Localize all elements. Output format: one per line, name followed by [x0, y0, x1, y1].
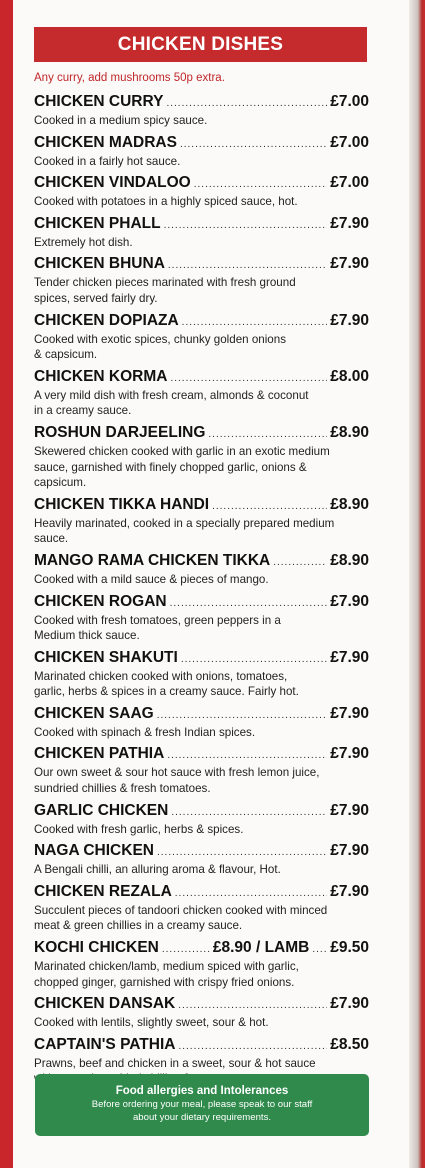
- menu-item: [34, 841, 369, 878]
- menu-item-row: [34, 311, 369, 332]
- description-line: Prawns, beef and chicken in a sweet, sour & hot sauce: [34, 1056, 316, 1070]
- menu-item: [34, 133, 369, 170]
- dish-description: [34, 903, 369, 934]
- dot-leader: [181, 650, 327, 669]
- description-line: Cooked in a fairly hot sauce.: [34, 154, 181, 168]
- menu-item: [34, 92, 369, 129]
- dish-price: £7.90: [330, 801, 369, 819]
- dish-description: [34, 235, 369, 251]
- description-line: Cooked in a medium spicy sauce.: [34, 114, 208, 127]
- menu-item-row: [34, 938, 369, 959]
- dish-description: [34, 725, 369, 741]
- menu-item-row: [34, 841, 369, 862]
- dot-leader: [208, 425, 327, 444]
- allergy-line: Before ordering your meal, please speak to our staff: [91, 1099, 313, 1110]
- dot-leader: [171, 803, 327, 822]
- right-page-edge: [409, 0, 425, 1168]
- dot-leader: [180, 135, 327, 154]
- dish-name: ROSHUN DARJEELING: [34, 423, 206, 441]
- menu-item: [34, 311, 369, 363]
- dish-price: £7.90: [330, 745, 369, 763]
- description-line: garlic, herbs & spices in a creamy sauce. Fairly hot.: [34, 685, 299, 699]
- dot-leader: [157, 843, 327, 862]
- menu-item: [34, 744, 369, 796]
- description-line: meat & green chillies in a creamy sauce.: [34, 919, 243, 933]
- dot-leader: [212, 497, 327, 516]
- dish-price: £7.90: [330, 648, 369, 666]
- allergy-text: [35, 1099, 369, 1124]
- menu-item: [34, 254, 369, 306]
- dot-leader: [162, 940, 210, 959]
- dish-name: CHICKEN PHALL: [34, 214, 161, 232]
- dish-price: £7.90: [330, 842, 369, 860]
- dish-name: CHICKEN CURRY: [34, 93, 164, 110]
- dot-leader: [178, 996, 327, 1015]
- dish-name: MANGO RAMA CHICKEN TIKKA: [34, 551, 271, 569]
- description-line: A Bengali chilli, an alluring aroma & flavour, Hot.: [34, 863, 281, 877]
- dish-description: [34, 332, 369, 363]
- description-line: capsicum.: [34, 476, 87, 490]
- menu-item-row: [34, 173, 369, 194]
- dot-leader: [182, 313, 328, 332]
- dish-name: CHICKEN DOPIAZA: [34, 311, 179, 329]
- dish-name: CHICKEN REZALA: [34, 882, 172, 900]
- dish-description: [34, 516, 369, 547]
- menu-item-row: [34, 648, 369, 669]
- allergy-line: about your dietary requirements.: [132, 1111, 272, 1123]
- menu-item-row: [34, 801, 369, 822]
- menu-item-row: [34, 551, 369, 572]
- menu-item: [34, 882, 369, 934]
- dot-leader: [312, 940, 327, 959]
- dot-leader: [170, 594, 328, 613]
- description-line: Cooked with a mild sauce & pieces of mango.: [34, 572, 269, 586]
- dish-description: [34, 572, 369, 588]
- dish-description: [34, 444, 369, 491]
- description-line: Cooked with fresh garlic, herbs & spices.: [34, 822, 244, 836]
- menu-item: [34, 801, 369, 838]
- description-line: sauce.: [34, 532, 69, 546]
- section-title: CHICKEN DISHES: [34, 27, 367, 62]
- left-red-border: [0, 0, 13, 1168]
- description-line: sauce, garnished with finely chopped garlic, onions &: [34, 460, 307, 474]
- description-line: Marinated chicken cooked with onions, tomatoes,: [34, 669, 288, 683]
- menu-item-row: [34, 744, 369, 765]
- dish-name: KOCHI CHICKEN: [34, 939, 159, 957]
- menu-item-row: [34, 704, 369, 725]
- dish-description: [34, 959, 369, 990]
- description-line: in a creamy sauce.: [34, 404, 132, 418]
- allergy-notice: [35, 1074, 369, 1136]
- description-line: Our own sweet & sour hot sauce with fresh lemon juice,: [34, 766, 320, 780]
- description-line: sundried chillies & fresh tomatoes.: [34, 782, 211, 796]
- menu-item: [34, 592, 369, 644]
- dish-price: £7.90: [330, 255, 369, 273]
- dot-leader: [170, 369, 327, 388]
- dish-description: [34, 113, 369, 129]
- dish-description: [34, 388, 369, 419]
- description-line: Succulent pieces of tandoori chicken cooked with minced: [34, 903, 328, 917]
- menu-item-row: [34, 92, 369, 113]
- dish-name: CHICKEN SAAG: [34, 704, 154, 722]
- dot-leader: [157, 706, 328, 725]
- dot-leader: [194, 175, 327, 194]
- menu-item: [34, 173, 369, 210]
- dish-price-lamb: £9.50: [330, 939, 369, 957]
- dish-description: [34, 669, 369, 700]
- description-line: chopped ginger, garnished with crispy fried onions.: [34, 975, 295, 989]
- description-line: A very mild dish with fresh cream, almonds & coconut: [34, 388, 309, 402]
- dish-price: £7.00: [330, 174, 369, 192]
- description-line: Marinated chicken/lamb, medium spiced with garlic,: [34, 960, 299, 974]
- dish-name: CHICKEN MADRAS: [34, 133, 177, 151]
- dish-name: GARLIC CHICKEN: [34, 801, 169, 819]
- description-line: Tender chicken pieces marinated with fresh ground: [34, 276, 296, 290]
- dish-description: [34, 822, 369, 838]
- dish-name: CHICKEN KORMA: [34, 367, 168, 385]
- menu-item: [34, 994, 369, 1031]
- dish-name: CHICKEN PATHIA: [34, 745, 165, 763]
- dot-leader: [164, 216, 328, 235]
- description-line: Heavily marinated, cooked in a specially prepared medium: [34, 516, 335, 530]
- menu-item: [34, 551, 369, 588]
- dish-price: £7.90: [330, 995, 369, 1013]
- dish-description: [34, 862, 369, 878]
- description-line: Cooked with lentils, slightly sweet, sour & hot.: [34, 1016, 269, 1030]
- dot-leader: [273, 553, 327, 572]
- menu-item-row: [34, 214, 369, 235]
- dish-description: [34, 154, 369, 170]
- description-line: Skewered chicken cooked with garlic in an exotic medium: [34, 444, 330, 458]
- dot-leader: [178, 1037, 327, 1056]
- menu-item-row: [34, 254, 369, 275]
- dish-price: £7.90: [330, 592, 369, 610]
- description-line: Medium thick sauce.: [34, 629, 140, 643]
- dish-price: £8.90: [330, 551, 369, 569]
- dish-description: [34, 613, 369, 644]
- dish-description: [34, 194, 369, 210]
- description-line: Cooked with potatoes in a highly spiced sauce, hot.: [34, 195, 298, 209]
- menu-item-row: [34, 423, 369, 444]
- menu-item-row: [34, 592, 369, 613]
- dot-leader: [168, 256, 327, 275]
- dish-name: CAPTAIN'S PATHIA: [34, 1035, 176, 1053]
- dot-leader: [175, 884, 327, 903]
- dish-price: £7.90: [330, 311, 369, 329]
- dish-name: CHICKEN DANSAK: [34, 995, 176, 1013]
- dot-leader: [166, 94, 327, 113]
- menu-item-row: [34, 367, 369, 388]
- dish-price: £8.90: [330, 495, 369, 513]
- dish-price: £8.90 / LAMB: [212, 939, 310, 957]
- dish-name: CHICKEN VINDALOO: [34, 174, 191, 192]
- dish-name: CHICKEN SHAKUTI: [34, 648, 178, 666]
- menu-item: [34, 648, 369, 700]
- description-line: Extremely hot dish.: [34, 235, 133, 249]
- dish-description: [34, 1015, 369, 1031]
- description-line: Cooked with fresh tomatoes, green peppers in a: [34, 613, 281, 627]
- menu-item-row: [34, 1035, 369, 1056]
- dish-description: [34, 765, 369, 796]
- menu-item: [34, 367, 369, 419]
- menu-item: [34, 214, 369, 251]
- dot-leader: [167, 746, 327, 765]
- description-line: Cooked with spinach & fresh Indian spices.: [34, 725, 256, 739]
- dish-price: £7.90: [330, 882, 369, 900]
- dish-name: CHICKEN BHUNA: [34, 255, 165, 273]
- mushroom-note: Any curry, add mushrooms 50p extra.: [34, 72, 225, 84]
- description-line: Cooked with exotic spices, chunky golden onions: [34, 332, 286, 346]
- dish-price: £8.90: [330, 423, 369, 441]
- dish-price: £7.90: [330, 704, 369, 722]
- menu-item-row: [34, 994, 369, 1015]
- menu-item: [34, 938, 369, 990]
- dish-price: £7.90: [330, 214, 369, 232]
- dish-name: CHICKEN TIKKA HANDI: [34, 495, 210, 513]
- description-line: spices, served fairly dry.: [34, 291, 158, 305]
- menu-item-row: [34, 495, 369, 516]
- allergy-title: Food allergies and Intolerances: [115, 1085, 289, 1097]
- menu-item: [34, 495, 369, 547]
- dish-price: £7.00: [330, 133, 369, 151]
- menu-item-row: [34, 133, 369, 154]
- dish-name: CHICKEN ROGAN: [34, 592, 167, 610]
- dish-price: £7.00: [330, 93, 369, 110]
- dish-name: NAGA CHICKEN: [34, 842, 154, 860]
- dish-description: [34, 275, 369, 306]
- menu-item: [34, 704, 369, 741]
- dish-price: £8.50: [330, 1035, 369, 1053]
- menu-item-row: [34, 882, 369, 903]
- menu-list: [34, 92, 369, 1091]
- dish-price: £8.00: [330, 367, 369, 385]
- description-line: & capsicum.: [34, 348, 98, 362]
- menu-item: [34, 423, 369, 491]
